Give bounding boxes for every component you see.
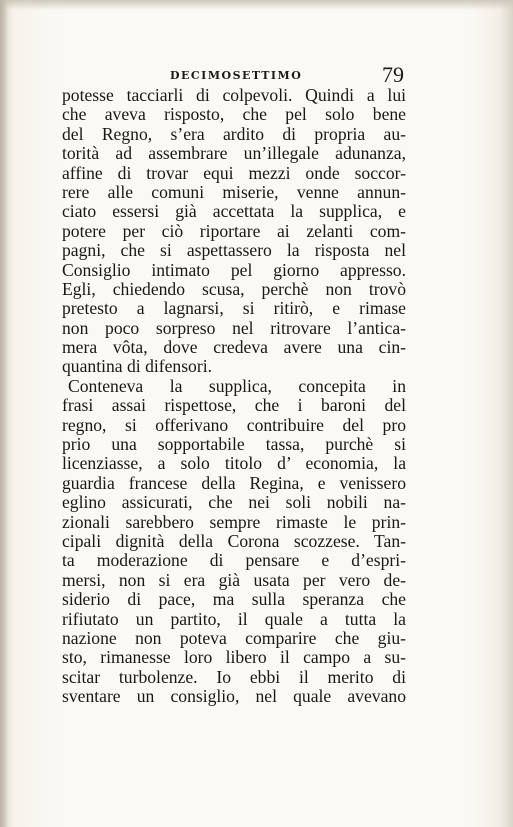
text-line: Consiglio intimato pel giorno appresso. xyxy=(62,259,406,280)
text-line: che aveva risposto, che pel solo bene xyxy=(62,104,406,125)
text-line: ta moderazione di pensare e d’espri- xyxy=(62,550,406,571)
page-number: 79 xyxy=(382,62,404,87)
text-line: quantina di difensori. xyxy=(62,356,213,377)
text-line: mersi, non si era già usata per vero de- xyxy=(62,569,406,590)
text-line: potesse tacciarli di colpevoli. Quindi a lui xyxy=(62,85,406,105)
text-line: siderio di pace, ma sulla speranza che xyxy=(62,589,406,610)
text-line: sventare un consiglio, nel quale avevano xyxy=(62,686,406,707)
running-head: DECIMOSETTIMO xyxy=(170,69,303,82)
text-line: del Regno, s’era ardito di propria au- xyxy=(62,123,406,144)
text-line: torità ad assembrare un’illegale adunanza, xyxy=(62,143,406,164)
text-line: licenziasse, a solo titolo d’ economia, la xyxy=(62,453,406,474)
text-line: frasi assai rispettose, che i baroni del xyxy=(62,395,406,416)
text-line: regno, si offerivano contribuire del pro xyxy=(62,414,406,435)
text-line: pretesto a lagnarsi, si ritirò, e rimase xyxy=(62,298,406,319)
text-line: mera vôta, dove credeva avere una cin- xyxy=(62,337,406,358)
text-line: Egli, chiedendo scusa, perchè non trovò xyxy=(62,278,406,299)
text-line: scitar turbolenze. Io ebbi il merito di xyxy=(62,666,406,687)
text-line: non poco sorpreso nel ritrovare l’antica- xyxy=(62,317,406,338)
text-line: cipali dignità della Corona scozzese. Tan- xyxy=(62,530,406,551)
text-line: guardia francese della Regina, e venissero xyxy=(62,472,406,493)
text-line: potere per ciò riportare ai zelanti com- xyxy=(62,220,406,241)
page-top-shadow xyxy=(0,0,513,10)
text-line: affine di trovar equi mezzi onde soccor- xyxy=(62,162,406,183)
text-line: eglino assicurati, che nei soli nobili na- xyxy=(62,492,406,513)
text-line: rifiutato un partito, il quale a tutta la xyxy=(62,608,406,629)
body-text xyxy=(62,86,406,707)
text-line: ciato essersi già accettata la supplica, e xyxy=(62,201,406,222)
text-line: pagni, che si aspettassero la risposta nel xyxy=(62,240,406,261)
text-line: nazione non poteva comparire che giu- xyxy=(62,627,406,648)
text-line: Conteneva la supplica, concepita in xyxy=(68,375,406,396)
text-line: zionali sarebbero sempre rimaste le prin- xyxy=(62,511,406,532)
text-line: sto, rimanesse loro libero il campo a su- xyxy=(62,647,406,668)
text-line: prio una sopportabile tassa, purchè si xyxy=(62,434,406,455)
text-line: rere alle comuni miserie, venne annun- xyxy=(62,181,406,202)
page-left-shadow xyxy=(0,0,8,827)
